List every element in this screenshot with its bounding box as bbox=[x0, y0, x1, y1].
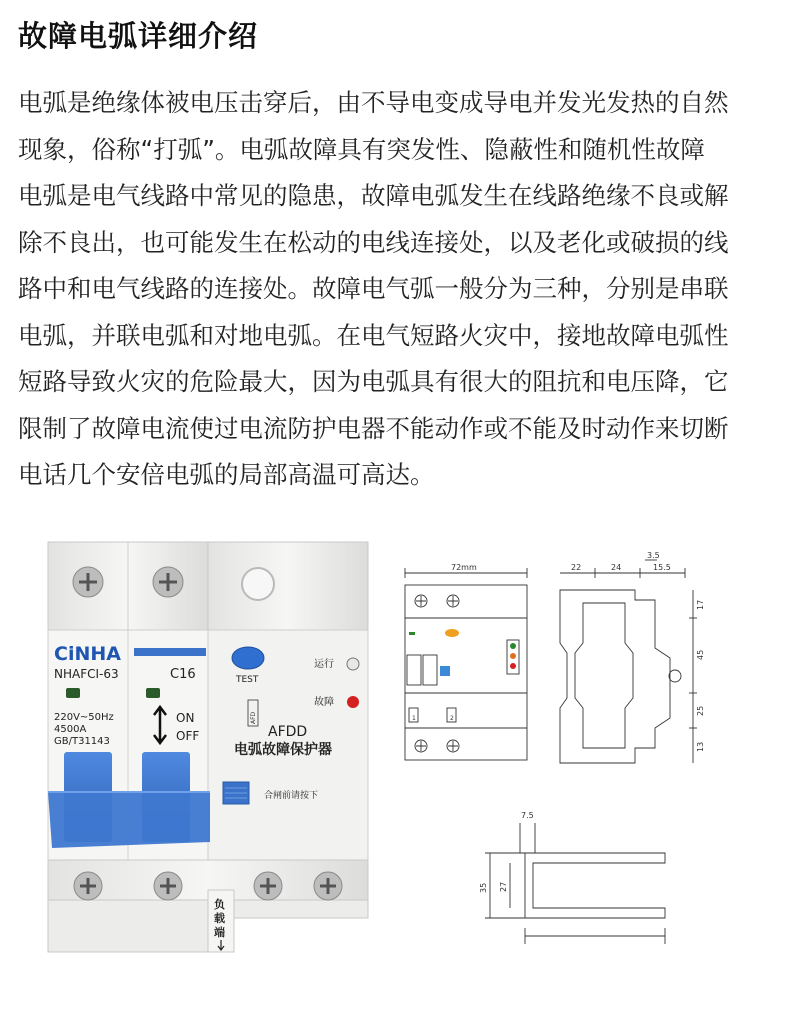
dim-arrow-1: 1 bbox=[412, 715, 416, 722]
dim-35: 35 bbox=[479, 882, 488, 893]
screw-icon bbox=[73, 567, 103, 597]
screw-icon bbox=[254, 872, 282, 900]
test-label: TEST bbox=[236, 675, 259, 685]
spec-voltage: 220V~50Hz bbox=[54, 712, 114, 723]
dim-22: 22 bbox=[571, 563, 582, 572]
dim-7-5: 7.5 bbox=[521, 811, 534, 820]
afdd-product-photo bbox=[30, 530, 380, 960]
load-label: 负 bbox=[214, 898, 225, 911]
paragraph-line: 电弧是绝缘体被电压击穿后，由不导电变成导电并发光发热的自然 bbox=[18, 88, 729, 117]
device-name: 电弧故障保护器 bbox=[234, 742, 332, 758]
status-window bbox=[146, 688, 160, 698]
dim-24: 24 bbox=[611, 563, 622, 572]
din-rail-drawing bbox=[485, 823, 665, 944]
dim-27: 27 bbox=[499, 881, 508, 892]
run-indicator-light bbox=[347, 658, 359, 670]
paragraph-line: 路中和电气线路的连接处。故障电气弧一般分为三种，分别是串联 bbox=[18, 274, 729, 303]
paragraph-line: 除不良出，也可能发生在松动的电线连接处，以及老化或破损的线 bbox=[18, 227, 729, 257]
paragraph-line: 现象，俗称“打弧”。电弧故障具有突发性、隐蔽性和随机性故障 bbox=[18, 134, 705, 164]
load-label: 端 bbox=[214, 926, 225, 939]
terminal-hole bbox=[242, 568, 274, 600]
run-indicator-label: 运行 bbox=[314, 659, 334, 670]
fault-indicator-light bbox=[347, 696, 359, 708]
dim-15-5: 15.5 bbox=[653, 563, 671, 572]
screw-icon bbox=[154, 872, 182, 900]
afd-symbol: AFD bbox=[250, 711, 257, 724]
page-title: 故障电弧详细介绍 bbox=[18, 19, 259, 53]
dim-13: 13 bbox=[696, 741, 705, 752]
screw-icon bbox=[153, 567, 183, 597]
brand-logo: CiNHA bbox=[54, 643, 121, 665]
status-window bbox=[66, 688, 80, 698]
paragraph-line: 电弧是电气线路中常见的隐患，故障电弧发生在线路绝缘不良或解 bbox=[18, 181, 729, 210]
paragraph-line: 电话几个安倍电弧的局部高温可高达。 bbox=[18, 460, 435, 489]
off-label: OFF bbox=[176, 729, 200, 743]
on-label: ON bbox=[176, 711, 195, 725]
spec-standard: GB/T31143 bbox=[54, 736, 110, 747]
fault-indicator-label: 故障 bbox=[314, 697, 334, 708]
load-label: 载 bbox=[214, 912, 225, 925]
dim-17: 17 bbox=[696, 599, 705, 610]
paragraph-line: 短路导致火灾的危险最大，因为电弧具有很大的阻抗和电压降，它 bbox=[18, 367, 729, 396]
rating-label: C16 bbox=[170, 667, 196, 682]
screw-icon bbox=[314, 872, 342, 900]
dim-45: 45 bbox=[696, 649, 705, 660]
paragraph-line: 限制了故障电流使过电流防护电器不能动作或不能及时动作来切断 bbox=[18, 413, 729, 443]
spec-capacity: 4500A bbox=[54, 724, 87, 735]
side-view-drawing bbox=[560, 560, 697, 763]
dim-width: 72mm bbox=[451, 563, 477, 572]
screw-icon bbox=[74, 872, 102, 900]
description-paragraph bbox=[18, 80, 788, 499]
front-view-drawing bbox=[405, 568, 527, 760]
reset-hint: 合闸前请按下 bbox=[264, 791, 319, 801]
test-button[interactable] bbox=[232, 647, 264, 669]
paragraph-line: 电弧，并联电弧和对地电弧。在电气短路火灾中，接地故障电弧性 bbox=[18, 320, 729, 350]
dim-arrow-2: 2 bbox=[450, 715, 454, 722]
afdd-label: AFDD bbox=[268, 724, 308, 740]
dim-3-5: 3.5 bbox=[647, 551, 660, 560]
model-label: NHAFCI-63 bbox=[54, 667, 119, 681]
dim-25: 25 bbox=[696, 705, 705, 716]
dimension-drawings bbox=[395, 548, 790, 958]
